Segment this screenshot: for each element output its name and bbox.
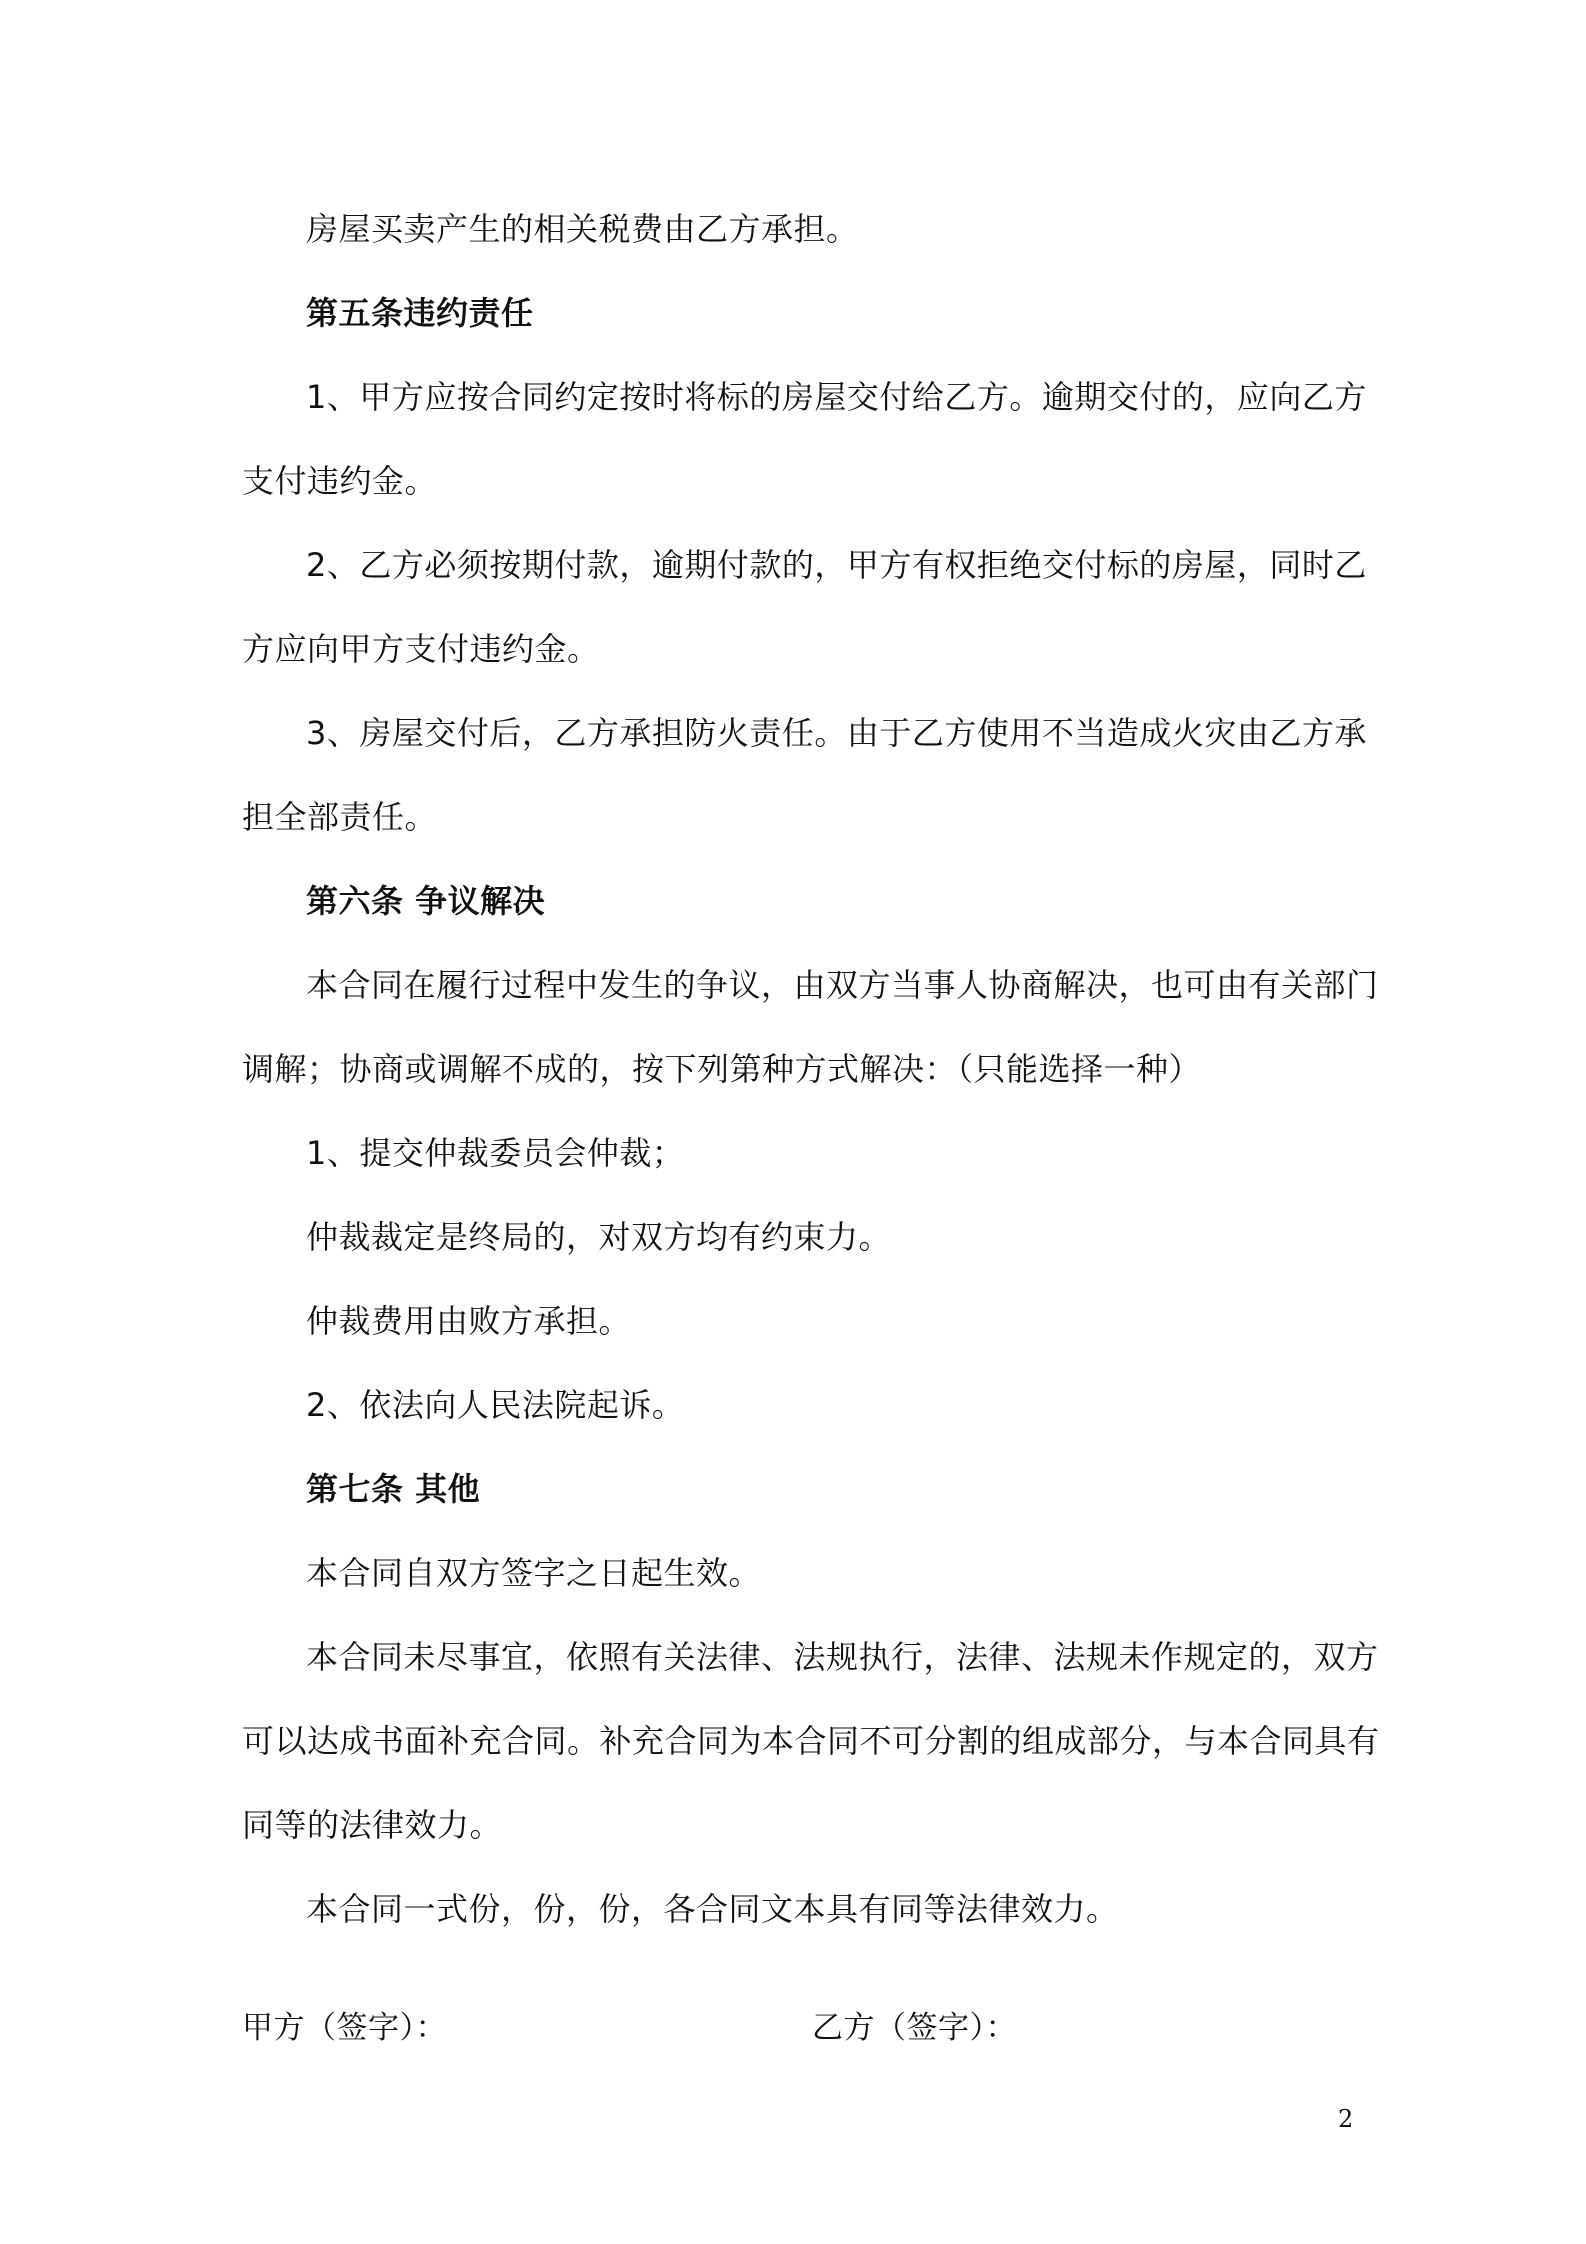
party-a-signature-label: 甲方（签字）： (242, 2010, 447, 2046)
article-5-clause-2-line-1: 2、乙方必须按期付款，逾期付款的，甲方有权拒绝交付标的房屋，同时乙 (306, 546, 1367, 584)
article-6-heading: 第六条 争议解决 (306, 882, 546, 920)
article-5-heading: 第五条违约责任 (306, 294, 534, 332)
paragraph-tax-fees: 房屋买卖产生的相关税费由乙方承担。 (306, 210, 859, 248)
article-5-clause-1-line-2: 支付违约金。 (242, 462, 438, 500)
supplementary-clause-line-3: 同等的法律效力。 (242, 1806, 503, 1844)
supplementary-clause-line-2: 可以达成书面补充合同。补充合同为本合同不可分割的组成部分，与本合同具有 (242, 1722, 1380, 1760)
party-b-signature-label: 乙方（签字）： (812, 2010, 1017, 2046)
supplementary-clause-line-1: 本合同未尽事宜，依照有关法律、法规执行，法律、法规未作规定的，双方 (306, 1638, 1379, 1676)
article-5-clause-3-line-2: 担全部责任。 (242, 798, 438, 836)
arbitration-fee-text: 仲裁费用由败方承担。 (306, 1302, 632, 1340)
arbitration-final-text: 仲裁裁定是终局的，对双方均有约束力。 (306, 1218, 892, 1256)
article-5-clause-3-line-1: 3、房屋交付后，乙方承担防火责任。由于乙方使用不当造成火灾由乙方承 (306, 714, 1367, 752)
article-6-paragraph-line-1: 本合同在履行过程中发生的争议，由双方当事人协商解决，也可由有关部门 (306, 966, 1379, 1004)
article-6-option-2: 2、依法向人民法院起诉。 (306, 1386, 685, 1424)
article-7-heading: 第七条 其他 (306, 1470, 481, 1508)
article-6-paragraph-line-2: 调解；协商或调解不成的，按下列第种方式解决：（只能选择一种） (242, 1050, 1202, 1088)
copies-clause: 本合同一式份，份，份，各合同文本具有同等法律效力。 (306, 1890, 1119, 1928)
article-5-clause-2-line-2: 方应向甲方支付违约金。 (242, 630, 600, 668)
effective-date-text: 本合同自双方签字之日起生效。 (306, 1554, 762, 1592)
page-number: 2 (1338, 2105, 1354, 2133)
article-6-option-1: 1、提交仲裁委员会仲裁； (306, 1134, 685, 1172)
article-5-clause-1-line-1: 1、甲方应按合同约定按时将标的房屋交付给乙方。逾期交付的，应向乙方 (306, 378, 1367, 416)
